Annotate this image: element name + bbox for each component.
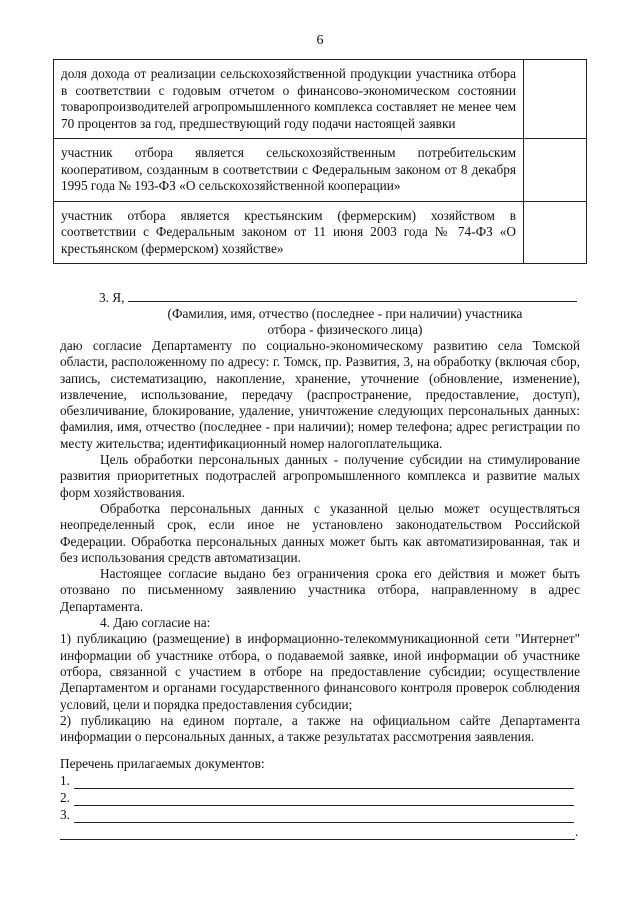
consent-processing: Обработка персональных данных с указанной целью может осуществляться неопределенный срок, если иное не установлено законодательством Российской Федерации. Обработка персональных данных может быть как автоматизированная, так и без использования средств автоматизации.: [60, 500, 580, 565]
consent-main-text: даю согласие Департаменту по социально-экономическому развитию села Томской области, расположенному по адресу: г. Томск, пр. Развития, 3, на обработку (включая сбор, запись, систематизацию, накопление, хранение, уточнение (обновление, изменение), извлечение, использование, передачу (распространение, предоставление, доступ), обезличивание, блокирование, удаление, уничтожение следующих персональных данных: фамилия, имя, отчество (последнее - при наличии); номер телефона; адрес регистрации по месту жительства; идентификационный номер налогоплательщика.: [60, 338, 580, 451]
document-field-4[interactable]: [60, 827, 575, 840]
document-line: 1.: [60, 772, 580, 789]
table-row: [54, 60, 587, 139]
applicant-name-field[interactable]: [128, 289, 577, 302]
consent-intro: 3. Я,: [99, 290, 125, 305]
criteria-mark-cell[interactable]: [524, 139, 587, 202]
criteria-text: доля дохода от реализации сельскохозяйственной продукции участника отбора в соответствии с годовым отчетом о финансово-экономическом состоянии товаропроизводителей агропромышленного комплекса составляет не менее чем 70 процентов за год, предшествующий году подачи настоящей заявки: [54, 60, 524, 139]
table-row: [54, 201, 587, 264]
applicant-name-line: [99, 289, 577, 306]
document-field-1[interactable]: [74, 776, 574, 789]
document-field-2[interactable]: [74, 793, 574, 806]
document-line: [60, 823, 580, 840]
consent-body: [60, 338, 580, 745]
criteria-table: [53, 59, 587, 264]
consent-validity: Настоящее согласие выдано без ограничения срока его действия и может быть отозвано по письменному заявлению участника отбора, направленному в адрес Департамента.: [60, 566, 580, 614]
table-row: [54, 139, 587, 202]
documents-end-mark: .: [575, 824, 579, 839]
criteria-text: участник отбора является сельскохозяйственным потребительским кооперативом, созданным в соответствии с Федеральным законом от 8 декабря 1995 года № 193-ФЗ «О сельскохозяйственной кооперации»: [54, 139, 524, 202]
criteria-text: участник отбора является крестьянским (фермерским) хозяйством в соответствии с Федеральным законом от 11 июня 2003 года № 74-ФЗ «О крестьянском (фермерском) хозяйстве»: [54, 201, 524, 264]
name-field-caption: (Фамилия, имя, отчество (последнее - при наличии) участника отбора - физического лица): [167, 306, 523, 337]
document-line: 3.: [60, 806, 580, 823]
criteria-mark-cell[interactable]: [524, 201, 587, 264]
criteria-mark-cell[interactable]: [524, 60, 587, 139]
document-field-3[interactable]: [74, 810, 574, 823]
documents-heading: Перечень прилагаемых документов:: [60, 756, 265, 771]
page-number: 6: [316, 33, 324, 48]
consent4-item-1: 1) публикацию (размещение) в информационно-телекоммуникационной сети "Интернет" информации об участнике отбора, о подаваемой заявке, иной информации об участнике отбора, связанной с участием в отборе на предоставление субсидии; осуществление Департаментом и органами государственного финансового контроля проверок соблюдения условий, цели и порядка предоставления субсидии;: [60, 631, 580, 712]
consent-purpose: Цель обработки персональных данных - получение субсидии на стимулирование развития приоритетных подотраслей агропромышленного комплекса и развитие малых форм хозяйствования.: [60, 452, 580, 500]
document-line: 2.: [60, 789, 580, 806]
consent4-heading: 4. Даю согласие на:: [100, 615, 211, 631]
consent4-item-2: 2) публикацию на едином портале, а также на официальном сайте Департамента информации о персональных данных, а также результатах рассмотрения заявления.: [60, 712, 580, 745]
documents-section: [60, 756, 580, 840]
